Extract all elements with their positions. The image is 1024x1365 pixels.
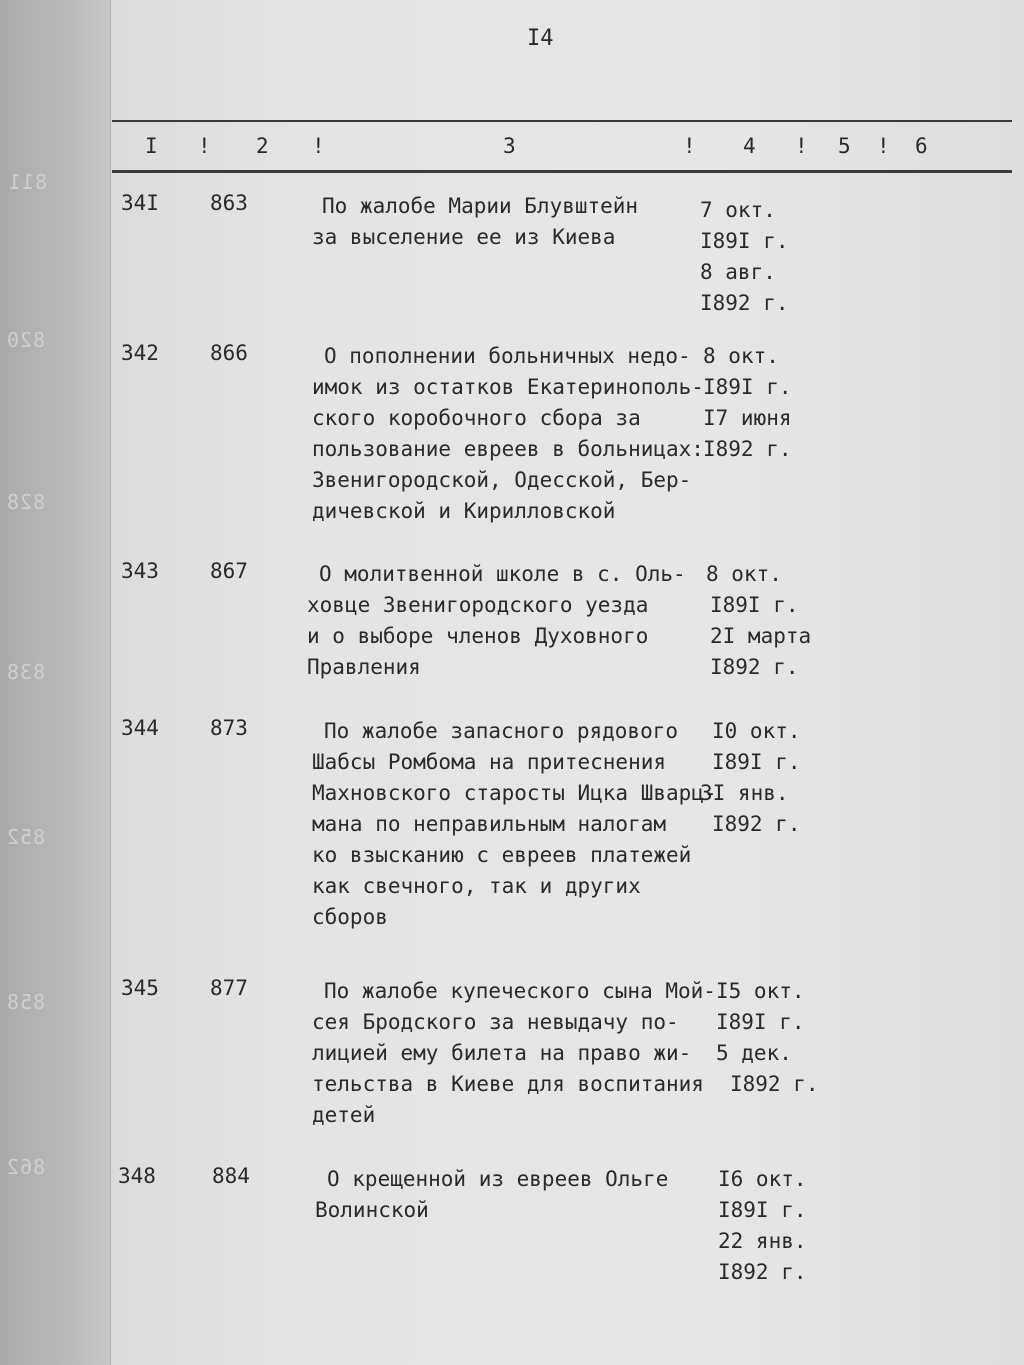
- description-line: детей: [312, 1103, 376, 1127]
- date-line: I892 г.: [712, 812, 801, 836]
- bleed-through-mark: 828: [6, 490, 46, 514]
- description-line: Волинской: [315, 1198, 429, 1222]
- date-line: I6 окт.: [718, 1167, 807, 1191]
- description-line: Шабсы Ромбома на притеснения: [312, 750, 667, 774]
- file-number: 866: [210, 341, 248, 365]
- bleed-through-mark: 858: [6, 990, 46, 1014]
- record-description: [312, 716, 717, 933]
- description-line: О крещенной из евреев Ольге: [327, 1167, 669, 1191]
- header-col-2: 2: [256, 134, 269, 158]
- header-rule-top: [112, 120, 1012, 122]
- description-line: По жалобе купеческого сына Мой-: [324, 979, 716, 1003]
- header-col-6: 6: [915, 134, 928, 158]
- date-line: I892 г.: [718, 1260, 807, 1284]
- record-description: [312, 191, 639, 253]
- record-dates: [718, 1164, 807, 1288]
- date-line: I892 г.: [730, 1072, 819, 1096]
- header-separator: !: [683, 134, 696, 158]
- description-line: ховце Звенигородского уезда: [307, 593, 649, 617]
- description-line: за выселение ее из Киева: [312, 225, 616, 249]
- date-line: I89I г.: [703, 375, 792, 399]
- description-line: дичевской и Кирилловской: [312, 499, 616, 523]
- record-dates: [716, 976, 819, 1100]
- description-line: Махновского старосты Ицка Шварц-: [312, 781, 717, 805]
- date-line: I89I г.: [712, 750, 801, 774]
- record-dates: [703, 341, 792, 465]
- record-number: 342: [121, 341, 159, 365]
- description-line: Звенигородской, Одесской, Бер-: [312, 468, 692, 492]
- bleed-through-mark: 852: [6, 825, 46, 849]
- record-number: 343: [121, 559, 159, 583]
- description-line: и о выборе членов Духовного: [307, 624, 649, 648]
- description-line: сея Бродского за невыдачу по-: [312, 1010, 679, 1034]
- record-number: 345: [121, 976, 159, 1000]
- description-line: мана по неправильным налогам: [312, 812, 667, 836]
- description-line: тельства в Киеве для воспитания: [312, 1072, 704, 1096]
- description-line: О молитвенной школе в с. Оль-: [319, 562, 686, 586]
- bleed-through-mark: 862: [6, 1155, 46, 1179]
- date-line: I89I г.: [710, 593, 799, 617]
- description-line: Правления: [307, 655, 421, 679]
- record-description: [307, 559, 686, 683]
- record-description: [315, 1164, 668, 1226]
- description-line: сборов: [312, 905, 388, 929]
- date-line: I89I г.: [700, 229, 789, 253]
- record-description: [312, 341, 704, 527]
- header-separator: !: [795, 134, 808, 158]
- record-description: [312, 976, 716, 1131]
- date-line: I89I г.: [716, 1010, 805, 1034]
- bleed-through-mark: 838: [6, 660, 46, 684]
- header-separator: !: [312, 134, 325, 158]
- header-col-5: 5: [838, 134, 851, 158]
- date-line: 8 окт.: [706, 562, 782, 586]
- record-number: 344: [121, 716, 159, 740]
- file-number: 863: [210, 191, 248, 215]
- date-line: I892 г.: [700, 291, 789, 315]
- file-number: 873: [210, 716, 248, 740]
- file-number: 867: [210, 559, 248, 583]
- description-line: как свечного, так и других: [312, 874, 641, 898]
- date-line: I5 окт.: [716, 979, 805, 1003]
- header-col-1: I: [145, 134, 158, 158]
- date-line: 22 янв.: [718, 1229, 807, 1253]
- record-dates: [706, 559, 811, 683]
- description-line: пользование евреев в больницах:: [312, 437, 704, 461]
- description-line: ко взысканию с евреев платежей: [312, 843, 692, 867]
- date-line: I89I г.: [718, 1198, 807, 1222]
- date-line: I892 г.: [710, 655, 799, 679]
- record-number: 34I: [121, 191, 159, 215]
- header-col-3: 3: [503, 134, 516, 158]
- header-separator: !: [877, 134, 890, 158]
- date-line: I892 г.: [703, 437, 792, 461]
- header-rule-bottom: [112, 170, 1012, 173]
- description-line: По жалобе Марии Блувштейн: [322, 194, 639, 218]
- description-line: лицией ему билета на право жи-: [312, 1041, 692, 1065]
- description-line: О пополнении больничных недо-: [324, 344, 691, 368]
- description-line: По жалобе запасного рядового: [324, 719, 679, 743]
- page-number: I4: [527, 26, 554, 51]
- date-line: I0 окт.: [712, 719, 801, 743]
- date-line: 8 авг.: [700, 260, 776, 284]
- description-line: имок из остатков Екатеринополь-: [312, 375, 704, 399]
- file-number: 877: [210, 976, 248, 1000]
- date-line: 3I янв.: [700, 781, 789, 805]
- bleed-through-mark: 811: [8, 170, 48, 194]
- header-separator: !: [198, 134, 211, 158]
- header-col-4: 4: [743, 134, 756, 158]
- bleed-through-mark: 820: [6, 328, 46, 352]
- date-line: 5 дек.: [716, 1041, 792, 1065]
- date-line: I7 июня: [703, 406, 792, 430]
- record-dates: [700, 716, 801, 840]
- date-line: 2I марта: [710, 624, 812, 648]
- date-line: 8 окт.: [703, 344, 779, 368]
- date-line: 7 окт.: [700, 198, 776, 222]
- record-number: 348: [118, 1164, 156, 1188]
- file-number: 884: [212, 1164, 250, 1188]
- record-dates: [700, 195, 789, 319]
- description-line: ского коробочного сбора за: [312, 406, 641, 430]
